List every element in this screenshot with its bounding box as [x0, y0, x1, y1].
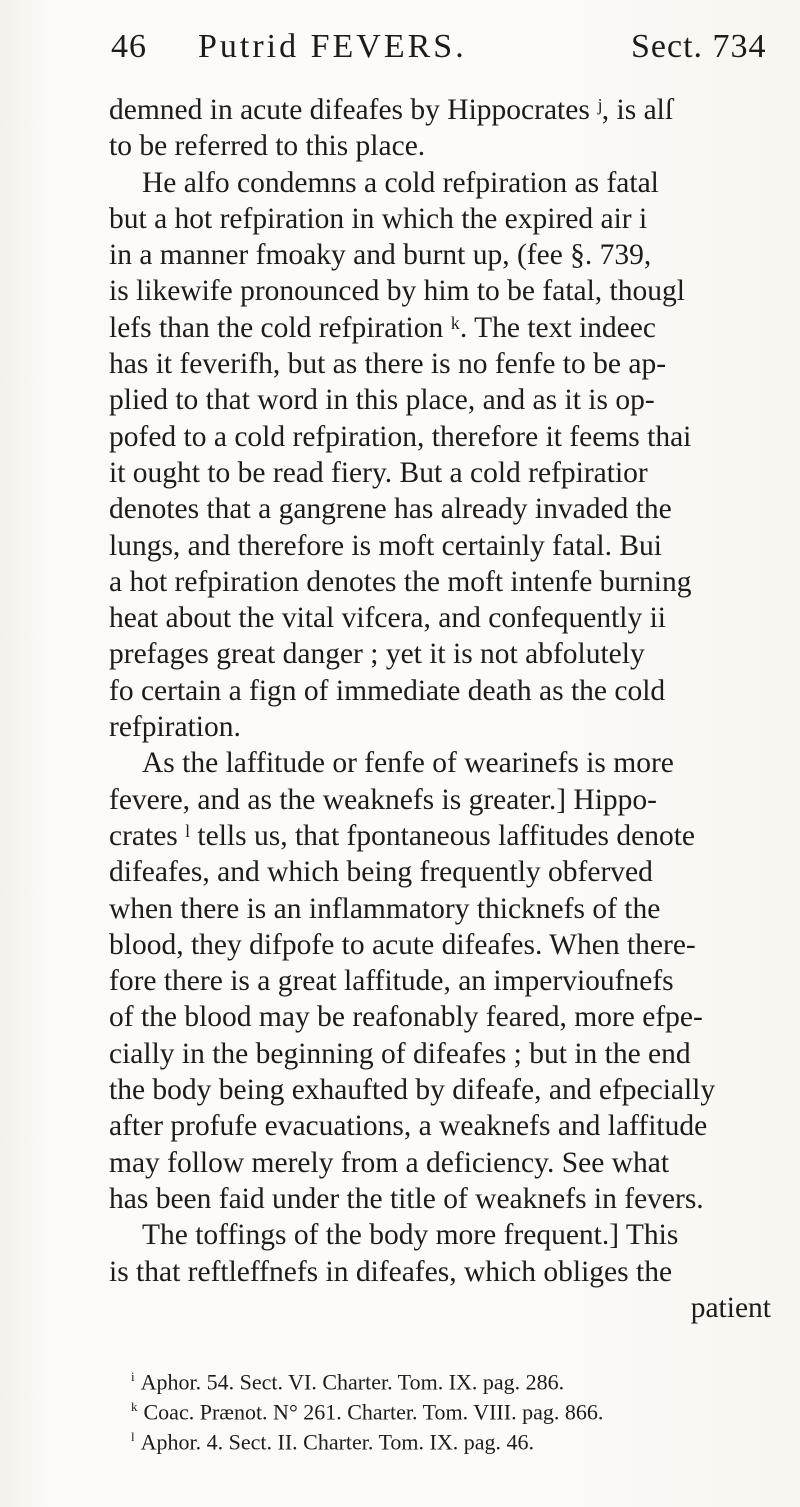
footnote-mark: l	[131, 1428, 135, 1444]
text-line: a hot refpiration denotes the moft intenfe burning	[109, 565, 692, 598]
text-line: is that reftleffnefs in difeafes, which obliges the	[109, 1255, 673, 1288]
text-line: pofed to a cold refpiration, therefore it feems thai	[109, 420, 692, 453]
text-line: demned in acute difeafes by Hippocrates ʲ, is alſ	[109, 94, 674, 126]
text-line: fore there is a great laffitude, an impervioufnefs	[109, 965, 674, 998]
text-line: has been faid under the title of weaknefs in fevers.	[109, 1182, 704, 1215]
text-line: the body being exhaufted by difeafe, and efpecially	[109, 1074, 716, 1107]
footnote-text: Aphor. 54. Sect. VI. Charter. Tom. IX. pag. 286.	[140, 1369, 565, 1395]
text-line: crates ˡ tells us, that fpontaneous laffitudes denote	[109, 819, 695, 852]
text-line: when there is an inflammatory thicknefs of the	[109, 892, 661, 925]
text-line: lefs than the cold refpiration ᵏ. The text indeec	[109, 311, 656, 344]
footnotes	[111, 1365, 791, 1454]
text-line: As the laffitude or fenfe of wearinefs is more	[142, 747, 674, 780]
footnote-mark: i	[131, 1369, 135, 1384]
text-line: to be referred to this place.	[109, 130, 426, 163]
body-text	[109, 92, 799, 1326]
footnote	[111, 1395, 791, 1425]
text-line: fevere, and as the weaknefs is greater.] Hippo-	[109, 783, 657, 816]
text-line: plied to that word in this place, and as it is op-	[109, 384, 655, 417]
text-line: has it feverifh, but as there is no fenfe to be ap-	[109, 348, 667, 381]
text-line: refpiration.	[109, 711, 241, 744]
text-line: lungs, and therefore is moft certainly fatal. Bui	[109, 529, 662, 562]
text-line: fo certain a fign of immediate death as the cold	[109, 674, 666, 707]
text-line: may follow merely from a deficiency. See what	[109, 1146, 670, 1179]
running-header	[111, 28, 800, 84]
footnote	[111, 1425, 791, 1455]
text-line: difeafes, and which being frequently obferved	[109, 856, 653, 889]
footnote-text: Coac. Prænot. N° 261. Charter. Tom. VIII. pag. 866.	[143, 1399, 604, 1425]
footnote	[111, 1365, 791, 1395]
text-line: cially in the beginning of difeafes ; but in the end	[109, 1037, 691, 1070]
section-reference: Sect. 734	[631, 28, 767, 65]
running-title: Putrid FEVERS.	[198, 28, 467, 65]
footnote-mark: k	[131, 1398, 138, 1414]
text-line: is likewife pronounced by him to be fatal, thougl	[109, 275, 685, 308]
text-line: of the blood may be reafonably feared, more efpe-	[109, 1001, 703, 1034]
text-line: it ought to be read fiery. But a cold refpiratior	[109, 456, 648, 489]
text-line: prefages great danger ; yet it is not abfolutely	[109, 638, 645, 671]
text-line: He alfo condemns a cold refpiration as fatal	[142, 166, 659, 199]
text-line: in a manner fmoaky and burnt up, (fee §. 739,	[109, 239, 652, 272]
text-line: after profufe evacuations, a weaknefs and laffitude	[109, 1110, 708, 1143]
page-number: 46	[111, 28, 147, 65]
text-line: but a hot refpiration in which the expired air i	[109, 202, 648, 235]
text-line: blood, they difpofe to acute difeafes. When there-	[109, 928, 696, 961]
text-line: denotes that a gangrene has already invaded the	[109, 493, 672, 526]
catchword: patient	[690, 1291, 771, 1324]
text-line: heat about the vital vifcera, and confequently ii	[109, 602, 666, 635]
text-line: The toffings of the body more frequent.] This	[142, 1219, 679, 1252]
footnote-text: Aphor. 4. Sect. II. Charter. Tom. IX. pag. 46.	[140, 1428, 535, 1454]
